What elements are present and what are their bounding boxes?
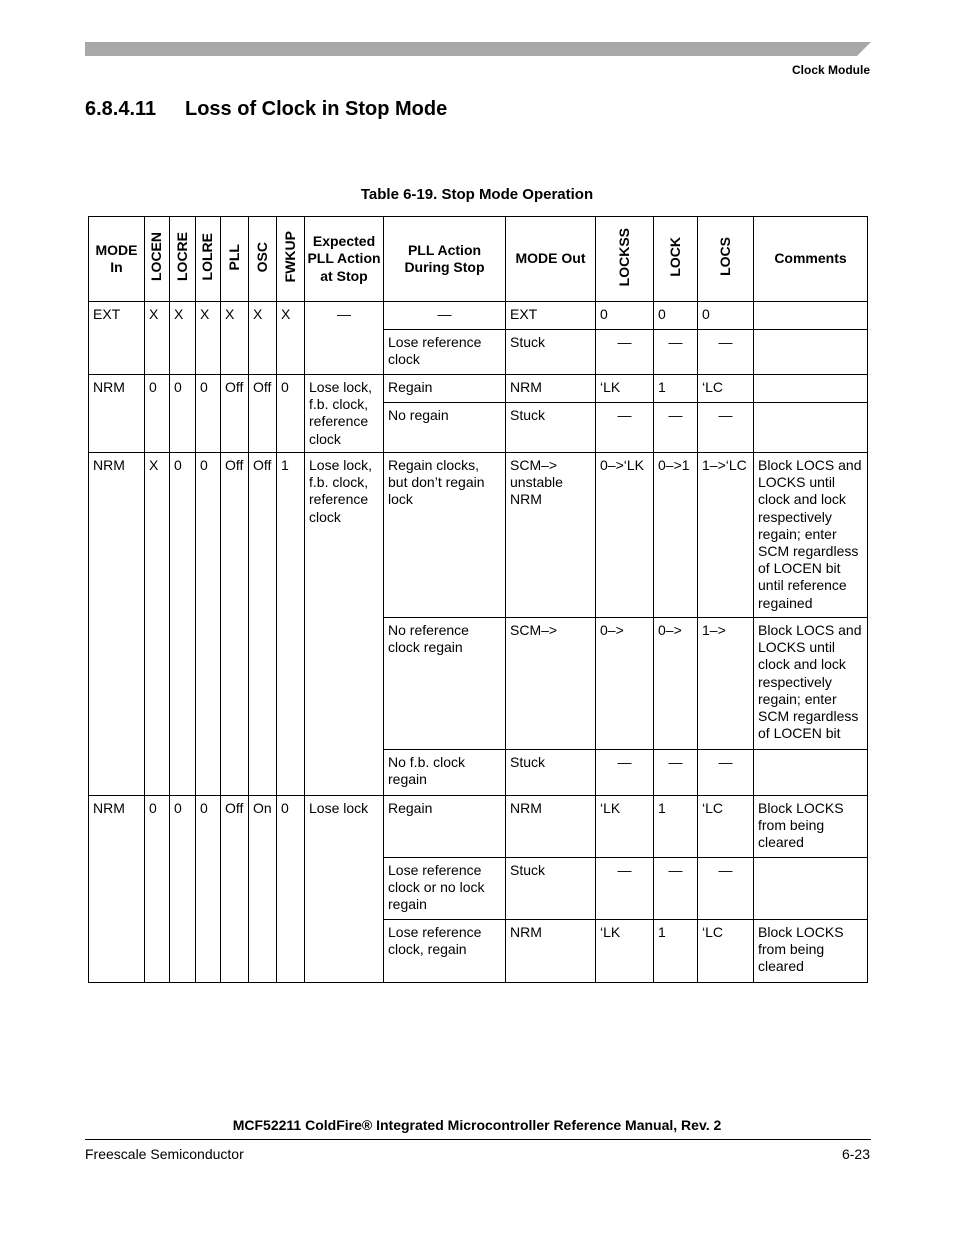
cell-expected: — [305, 302, 384, 375]
cell-lockss: — [596, 330, 654, 375]
table-row [89, 796, 868, 858]
cell-comments [754, 858, 868, 920]
table-caption: Table 6-19. Stop Mode Operation [360, 186, 594, 203]
cell-locs: ‘LC [698, 375, 754, 403]
cell-mode-out: SCM–> unstable NRM [506, 453, 596, 618]
cell-mode-out: NRM [506, 796, 596, 858]
col-lockss: LOCKSS [596, 217, 654, 302]
cell-comments [754, 750, 868, 796]
col-lolre: LOLRE [196, 217, 221, 302]
footer-title: MCF52211 ColdFire® Integrated Microcontroller Reference Manual, Rev. 2 [232, 1117, 722, 1133]
cell-pll-action: No regain [384, 403, 506, 453]
cell-fwkup: 0 [277, 375, 305, 453]
cell-locen: X [145, 453, 170, 796]
section-number: 6.8.4.11 [85, 98, 157, 120]
cell-expected: Lose lock [305, 796, 384, 983]
cell-fwkup: X [277, 302, 305, 375]
table-row [89, 302, 868, 330]
cell-locre: 0 [170, 796, 196, 983]
cell-locs: ‘LC [698, 796, 754, 858]
cell-comments [754, 302, 868, 330]
table-body [89, 302, 868, 983]
cell-fwkup: 0 [277, 796, 305, 983]
cell-lockss: ‘LK [596, 796, 654, 858]
cell-mode-in: NRM [89, 796, 145, 983]
col-locs: LOCS [698, 217, 754, 302]
cell-pll-action: Regain [384, 375, 506, 403]
cell-mode-out: NRM [506, 375, 596, 403]
cell-comments [754, 330, 868, 375]
cell-mode-out: Stuck [506, 858, 596, 920]
section-heading [85, 98, 447, 121]
cell-mode-in: EXT [89, 302, 145, 375]
col-pll: PLL [221, 217, 249, 302]
cell-pll-action: Lose reference clock [384, 330, 506, 375]
cell-lockss: 0 [596, 302, 654, 330]
cell-expected: Lose lock, f.b. clock, reference clock [305, 375, 384, 453]
cell-locen: X [145, 302, 170, 375]
col-expected: Expected PLL Action at Stop [305, 217, 384, 302]
cell-lockss: 0–>‘LK [596, 453, 654, 618]
cell-pll: Off [221, 796, 249, 983]
cell-pll-action: No reference clock regain [384, 618, 506, 750]
cell-lock: 0 [654, 302, 698, 330]
cell-mode-out: NRM [506, 920, 596, 983]
cell-mode-out: Stuck [506, 750, 596, 796]
col-locre: LOCRE [170, 217, 196, 302]
cell-lolre: X [196, 302, 221, 375]
cell-lockss: ‘LK [596, 375, 654, 403]
cell-lock: 0–>1 [654, 453, 698, 618]
footer-divider [85, 1139, 871, 1140]
table-row [89, 453, 868, 618]
cell-lockss: — [596, 403, 654, 453]
cell-pll: Off [221, 375, 249, 453]
cell-lockss: 0–> [596, 618, 654, 750]
cell-lockss: — [596, 750, 654, 796]
cell-lock: — [654, 750, 698, 796]
col-mode-out: MODE Out [506, 217, 596, 302]
cell-lock: — [654, 403, 698, 453]
cell-osc: Off [249, 453, 277, 796]
col-osc: OSC [249, 217, 277, 302]
cell-pll-action: Regain [384, 796, 506, 858]
cell-comments: Block LOCS and LOCKS until clock and lock respectively regain; enter SCM regardless of LOCEN bit [754, 618, 868, 750]
cell-mode-out: SCM–> [506, 618, 596, 750]
header-bar [85, 42, 871, 56]
cell-locre: 0 [170, 453, 196, 796]
cell-osc: Off [249, 375, 277, 453]
cell-lock: 1 [654, 920, 698, 983]
cell-lock: — [654, 858, 698, 920]
cell-locs: ‘LC [698, 920, 754, 983]
cell-locs: — [698, 858, 754, 920]
cell-mode-in: NRM [89, 375, 145, 453]
cell-locs: 1–>‘LC [698, 453, 754, 618]
cell-lolre: 0 [196, 375, 221, 453]
cell-lock: 0–> [654, 618, 698, 750]
cell-pll: X [221, 302, 249, 375]
cell-locre: 0 [170, 375, 196, 453]
cell-locen: 0 [145, 375, 170, 453]
col-pll-action: PLL Action During Stop [384, 217, 506, 302]
col-locen: LOCEN [145, 217, 170, 302]
module-name: Clock Module [791, 63, 870, 77]
cell-pll-action: — [384, 302, 506, 330]
cell-lolre: 0 [196, 453, 221, 796]
cell-fwkup: 1 [277, 453, 305, 796]
page-number: 6-23 [841, 1146, 870, 1162]
cell-pll: Off [221, 453, 249, 796]
col-lock: LOCK [654, 217, 698, 302]
cell-locs: 0 [698, 302, 754, 330]
stop-mode-table [88, 216, 868, 983]
cell-pll-action: Lose reference clock, regain [384, 920, 506, 983]
table-row [89, 375, 868, 403]
cell-lock: — [654, 330, 698, 375]
cell-pll-action: No f.b. clock regain [384, 750, 506, 796]
col-mode-in: MODE In [89, 217, 145, 302]
cell-mode-out: Stuck [506, 330, 596, 375]
cell-mode-in: NRM [89, 453, 145, 796]
cell-lock: 1 [654, 375, 698, 403]
header-row [89, 217, 868, 302]
cell-comments: Block LOCS and LOCKS until clock and lock respectively regain; enter SCM regardless of LOCEN bit until reference regained [754, 453, 868, 618]
cell-lolre: 0 [196, 796, 221, 983]
cell-locs: — [698, 403, 754, 453]
col-comments: Comments [754, 217, 868, 302]
cell-locs: 1–> [698, 618, 754, 750]
cell-mode-out: Stuck [506, 403, 596, 453]
cell-comments: Block LOCKS from being cleared [754, 796, 868, 858]
cell-osc: X [249, 302, 277, 375]
cell-locre: X [170, 302, 196, 375]
cell-lockss: — [596, 858, 654, 920]
cell-expected: Lose lock, f.b. clock, reference clock [305, 453, 384, 796]
cell-osc: On [249, 796, 277, 983]
cell-comments [754, 403, 868, 453]
cell-locs: — [698, 750, 754, 796]
cell-comments [754, 375, 868, 403]
cell-pll-action: Lose reference clock or no lock regain [384, 858, 506, 920]
cell-mode-out: EXT [506, 302, 596, 330]
cell-locs: — [698, 330, 754, 375]
cell-pll-action: Regain clocks, but don’t regain lock [384, 453, 506, 618]
cell-lock: 1 [654, 796, 698, 858]
cell-comments: Block LOCKS from being cleared [754, 920, 868, 983]
section-title: Loss of Clock in Stop Mode [185, 98, 448, 120]
cell-lockss: ‘LK [596, 920, 654, 983]
footer-publisher: Freescale Semiconductor [85, 1146, 244, 1162]
cell-locen: 0 [145, 796, 170, 983]
col-fwkup: FWKUP [277, 217, 305, 302]
